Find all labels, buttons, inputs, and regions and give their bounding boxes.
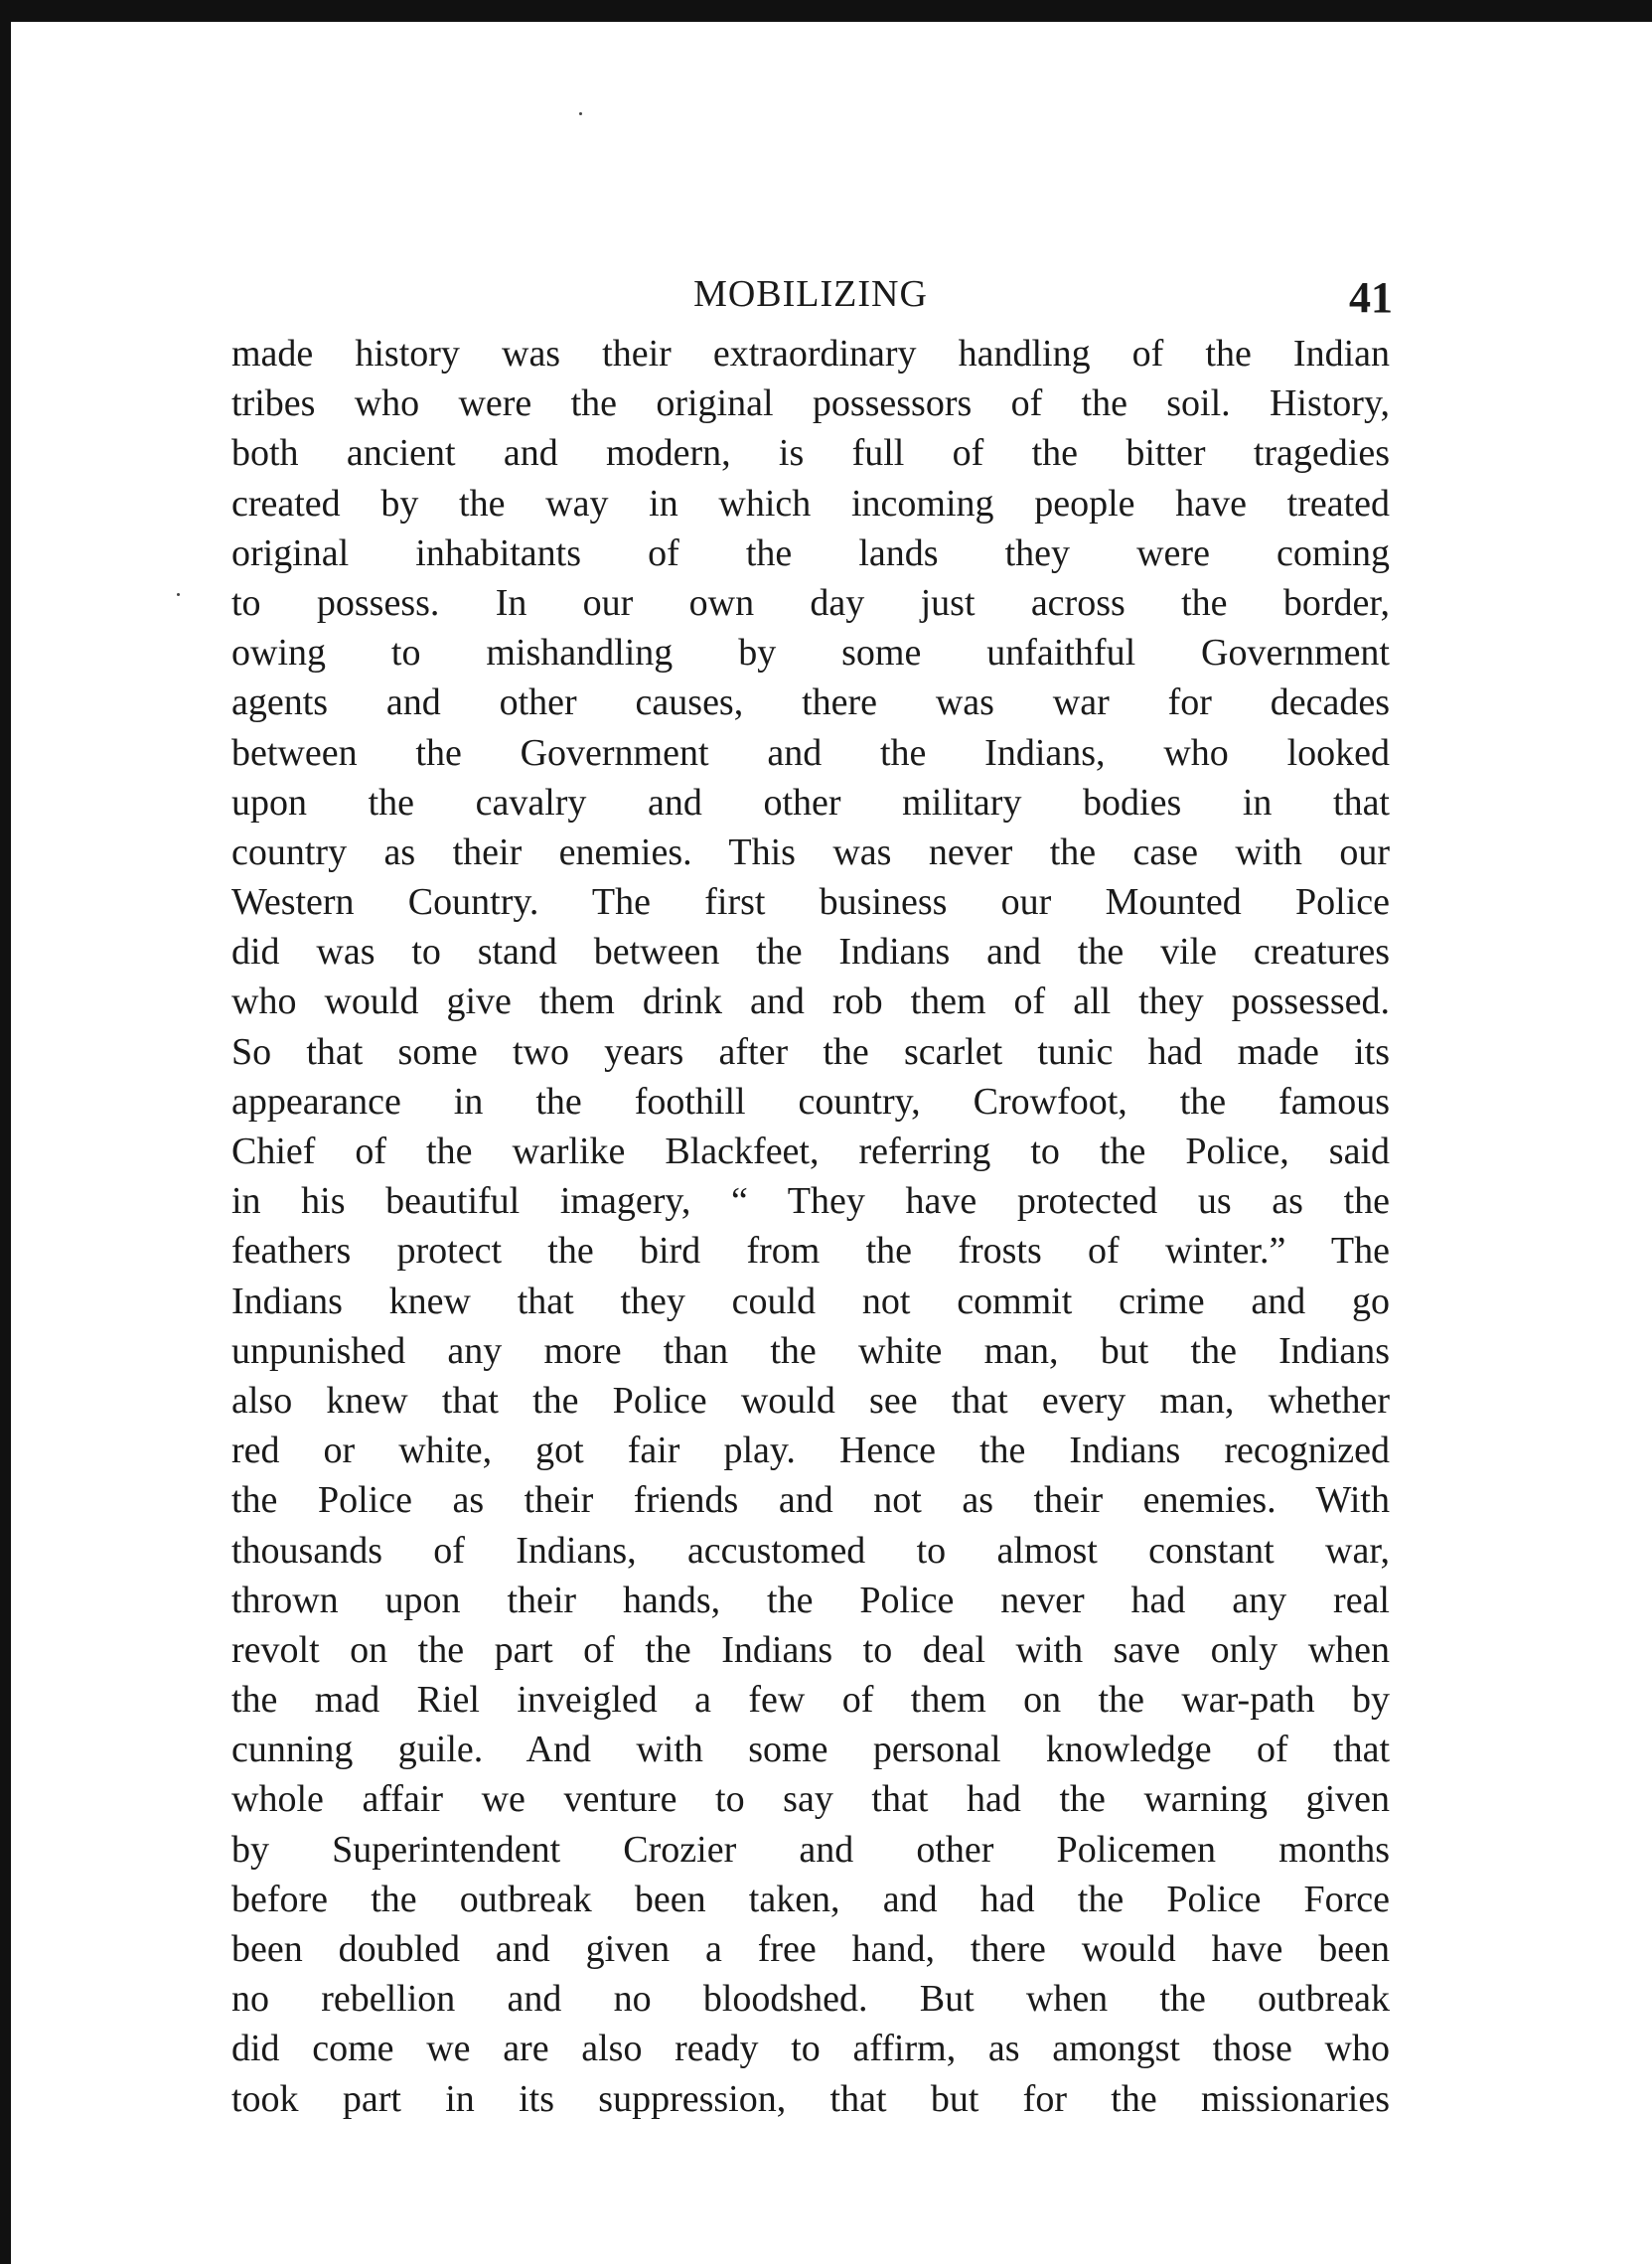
text-line: unpunished any more than the white man, but the Indians (231, 1329, 1390, 1372)
text-line: did come we are also ready to affirm, as amongst those who (231, 2028, 1390, 2070)
text-line: thrown upon their hands, the Police never had any real (231, 1579, 1390, 1621)
text-line: also knew that the Police would see that every man, whether (231, 1379, 1390, 1422)
text-line: took part in its suppression, that but for the missionaries (231, 2077, 1390, 2120)
text-line: by Superintendent Crozier and other Policemen months (231, 1828, 1390, 1871)
page-top-edge (0, 0, 1652, 22)
running-title: MOBILIZING (693, 273, 928, 315)
text-line: original inhabitants of the lands they were coming (231, 531, 1390, 574)
text-line: country as their enemies. This was never the case with our (231, 830, 1390, 873)
text-line: to possess. In our own day just across the border, (231, 581, 1390, 624)
text-line: tribes who were the original possessors of the soil. History, (231, 382, 1390, 425)
page-number: 41 (1349, 273, 1393, 322)
text-line: been doubled and given a free hand, there would have been (231, 1928, 1390, 1970)
body-text (231, 329, 1390, 2124)
text-line: owing to mishandling by some unfaithful Government (231, 632, 1390, 675)
text-line: in his beautiful imagery, “ They have protected us as the (231, 1180, 1390, 1223)
page-left-edge (0, 0, 11, 2264)
scan-speck (177, 593, 180, 596)
text-line: who would give them drink and rob them of all they possessed. (231, 981, 1390, 1023)
text-line: did was to stand between the Indians and the vile creatures (231, 931, 1390, 974)
text-line: revolt on the part of the Indians to deal with save only when (231, 1628, 1390, 1671)
text-line: upon the cavalry and other military bodies in that (231, 781, 1390, 824)
text-line: agents and other causes, there was war for decades (231, 681, 1390, 724)
text-line: Chief of the warlike Blackfeet, referring to the Police, said (231, 1131, 1390, 1172)
text-line: thousands of Indians, accustomed to almost constant war, (231, 1529, 1390, 1572)
text-line: Western Country. The first business our Mounted Police (231, 881, 1390, 924)
text-line: feathers protect the bird from the frosts of winter.” The (231, 1230, 1390, 1273)
text-line: between the Government and the Indians, who looked (231, 731, 1390, 774)
text-line: whole affair we venture to say that had the warning given (231, 1778, 1390, 1821)
text-line: created by the way in which incoming people have treated (231, 482, 1390, 525)
text-line: no rebellion and no bloodshed. But when the outbreak (231, 1978, 1390, 2021)
page-header (228, 266, 1393, 322)
text-line: Indians knew that they could not commit crime and go (231, 1280, 1390, 1322)
text-line: the mad Riel inveigled a few of them on the war-path by (231, 1679, 1390, 1722)
text-line: before the outbreak been taken, and had the Police Force (231, 1878, 1390, 1920)
text-line: the Police as their friends and not as their enemies. With (231, 1479, 1390, 1522)
text-line: cunning guile. And with some personal knowledge of that (231, 1729, 1390, 1771)
text-line: appearance in the foothill country, Crowfoot, the famous (231, 1080, 1390, 1123)
text-line: made history was their extraordinary handling of the Indian (231, 333, 1390, 375)
text-line: So that some two years after the scarlet tunic had made its (231, 1030, 1390, 1073)
scan-speck (579, 112, 582, 115)
text-line: red or white, got fair play. Hence the Indians recognized (231, 1430, 1390, 1472)
text-line: both ancient and modern, is full of the bitter tragedies (231, 432, 1390, 475)
